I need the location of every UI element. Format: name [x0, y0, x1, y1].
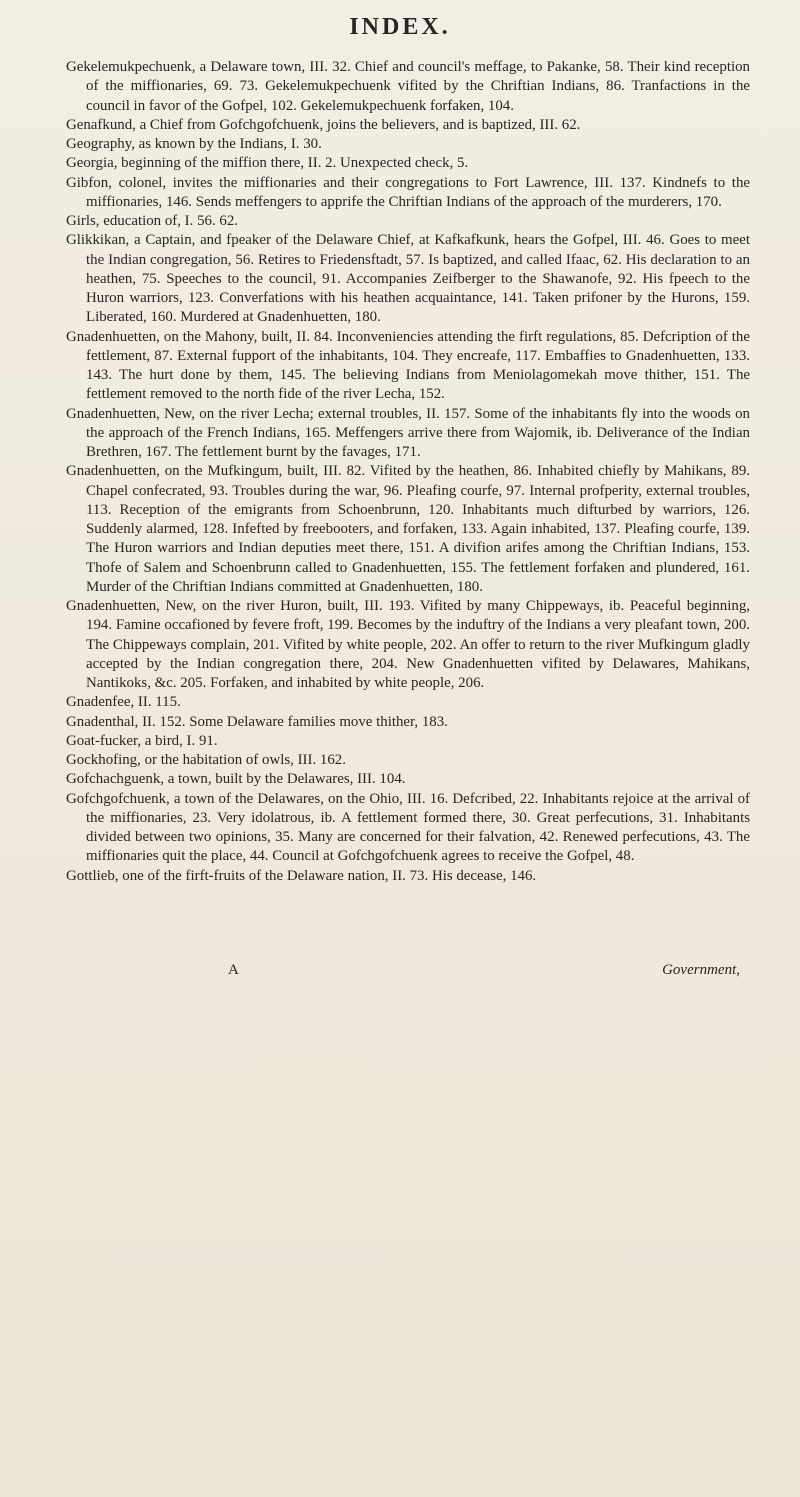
index-entry: Gnadenthal, II. 152. Some Delaware families move thither, 183. — [66, 713, 448, 730]
page-footer — [0, 962, 800, 982]
index-entries — [66, 58, 750, 886]
index-entry: Gofchgofchuenk, a town of the Delawares, on the Ohio, III. 16. Defcribed, 22. Inhabitants rejoice at the arrival of the miffionaries, 23. Very idolatrous, ib. A fettlement formed there, 30. Great perfecutions, 31. Inhabitants divided between two opinions, 35. Many are concerned for their falvation, 42. Renewed perfecutions, 43. The miffionaries quit the place, 44. Council at Gofchgofchuenk agrees to receive the Gofpel, 48. — [66, 790, 750, 865]
index-entry: Gnadenfee, II. 115. — [66, 694, 181, 711]
catchword: Government, — [662, 962, 740, 978]
index-entry: Gnadenhuetten, on the Mufkingum, built, III. 82. Vifited by the heathen, 86. Inhabited chiefly by Mahikans, 89. Chapel confecrated, 93. Troubles during the war, 96. Pleafing courfe, 97. Internal profperity, external troubles, 113. Reception of the emigrants from Schoenbrunn, 120. Inhabitants much difturbed by warriors, 126. Suddenly alarmed, 128. Infefted by freebooters, and forfaken, 133. Again inhabited, 137. Pleafing courfe, 139. The Huron warriors and Indian deputies meet there, 151. A divifion arifes among the Chriftian Indians, 153. Thofe of Salem and Schoenbrunn called to Gnadenhuetten, 155. The fettlement forfaken and plundered, 161. Murder of the Chriftian Indians committed at Gnadenhuetten, 180. — [66, 463, 750, 595]
index-entry: Girls, education of, I. 56. 62. — [66, 213, 239, 229]
index-entry: Gofchachguenk, a town, built by the Delawares, III. 104. — [66, 771, 406, 788]
index-entry: Gockhofing, or the habitation of owls, III. 162. — [66, 752, 346, 768]
signature-mark: A — [228, 962, 239, 978]
page-header: INDEX. — [349, 14, 451, 40]
index-entry: Glikkikan, a Captain, and fpeaker of the Delaware Chief, at Kafkafkunk, hears the Gofpel, III. 46. Goes to meet the Indian congregation, 56. Retires to Friedensftadt, 57. Is baptized, and called Ifaac, 62. His declaration to an heathen, 75. Speeches to the council, 91. Accompanies Zeifberger to the Shawanofe, 92. His fpeech to the Huron warriors, 123. Converfations with his heathen acquaintance, 141. Taken prifoner by the Hurons, 159. Liberated, 160. Murdered at Gnadenhuetten, 180. — [66, 232, 750, 326]
index-entry: Gottlieb, one of the firft-fruits of the Delaware nation, II. 73. His decease, 146. — [66, 867, 537, 884]
index-entry: Gnadenhuetten, on the Mahony, built, II. 84. Inconveniencies attending the firft regulations, 85. Defcription of the fettlement, 87. External fupport of the inhabitants, 104. They encreafe, 117. Embaffies to Gnadenhuetten, 133. 143. The hurt done by them, 145. The believing Indians from Meniolagomekah move thither, 151. The fettlement removed to the north fide of the river Lecha, 152. — [66, 328, 750, 403]
index-entry: Gnadenhuetten, New, on the river Lecha; external troubles, II. 157. Some of the inhabitants fly into the woods on the approach of the French Indians, 165. Meffengers arrive there from Wajomik, ib. Deliverance of the Indian Brethren, 167. The fettlement burnt by the favages, 171. — [66, 405, 750, 460]
index-entry: Georgia, beginning of the miffion there, II. 2. Unexpected check, 5. — [66, 155, 469, 172]
index-entry: Gibfon, colonel, invites the miffionaries and their congregations to Fort Lawrence, III. 137. Kindnefs to the miffionaries, 146. Sends meffengers to apprife the Chriftian Indians of the approach of the murderers, 170. — [66, 174, 750, 210]
index-entry: Gekelemukpechuenk, a Delaware town, III. 32. Chief and council's meffage, to Pakanke, 58. Their kind reception of the miffionaries, 69. 73. Gekelemukpechuenk vifited by the Chriftian Indians, 86. Tranfactions in the council in favor of the Gofpel, 102. Gekelemukpechuenk forfaken, 104. — [66, 59, 750, 114]
index-entry: Genafkund, a Chief from Gofchgofchuenk, joins the believers, and is baptized, III. 62. — [66, 116, 581, 133]
index-entry: Goat-fucker, a bird, I. 91. — [66, 732, 218, 749]
index-entry: Gnadenhuetten, New, on the river Huron, built, III. 193. Vifited by many Chippeways, ib. Peaceful beginning, 194. Famine occafioned by fevere froft, 199. Becomes by the induftry of the Indians a very pleafant town, 200. The Chippeways complain, 201. Vifited by white people, 202. An offer to return to the river Mufkingum gladly accepted by the Indian congregation there, 204. New Gnadenhuetten vifited by Delawares, Mahikans, Nantikoks, &c. 205. Forfaken, and inhabited by white people, 206. — [66, 598, 750, 691]
index-entry: Geography, as known by the Indians, I. 30. — [66, 136, 322, 152]
